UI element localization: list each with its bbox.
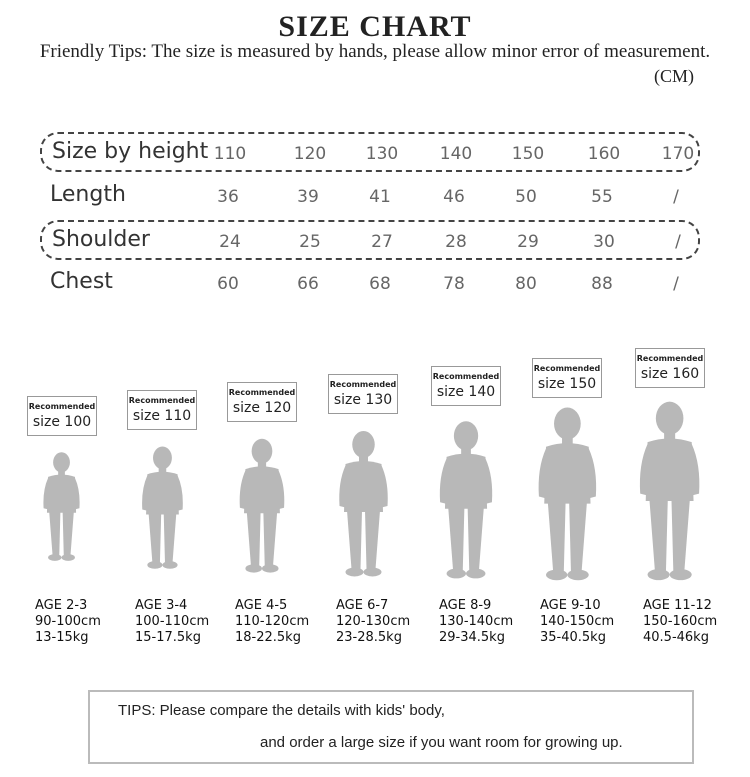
- row-label: Length: [50, 182, 126, 207]
- age-info-weight: 18-22.5kg: [235, 630, 301, 645]
- age-info-age: AGE 9-10: [540, 598, 601, 613]
- child-silhouette-icon: [38, 450, 85, 562]
- age-info: [336, 598, 410, 646]
- table-cell: 78: [443, 274, 465, 294]
- table-cell: 30: [593, 232, 615, 252]
- table-cell: 36: [217, 187, 239, 207]
- table-cell: 130: [365, 144, 399, 164]
- table-cell: 46: [443, 187, 465, 207]
- table-cell: 88: [591, 274, 613, 294]
- recommended-label: Recommended: [432, 372, 500, 381]
- table-row: [40, 132, 700, 172]
- table-cell: 50: [515, 187, 537, 207]
- table-cell: 24: [219, 232, 241, 252]
- table-cell: 39: [297, 187, 319, 207]
- tips-box: [88, 690, 694, 764]
- table-cell: 29: [517, 232, 539, 252]
- child-silhouette-icon: [136, 444, 189, 570]
- recommended-label: Recommended: [228, 388, 296, 397]
- recommended-label: Recommended: [28, 402, 96, 411]
- recommended-badge: [635, 348, 705, 388]
- table-cell: 66: [297, 274, 319, 294]
- table-cell: 80: [515, 274, 537, 294]
- recommended-badge: [127, 390, 197, 430]
- recommended-size: size 110: [132, 408, 192, 424]
- age-info-age: AGE 8-9: [439, 598, 492, 613]
- recommended-size: size 160: [640, 366, 700, 382]
- recommended-badge: [227, 382, 297, 422]
- age-info-age: AGE 3-4: [135, 598, 188, 613]
- age-info-weight: 40.5-46kg: [643, 630, 709, 645]
- recommended-label: Recommended: [128, 396, 196, 405]
- recommended-size: size 150: [537, 376, 597, 392]
- age-info-height: 140-150cm: [540, 614, 615, 629]
- table-cell: /: [673, 274, 679, 294]
- age-info-height: 120-130cm: [336, 614, 411, 629]
- unit-label: (CM): [654, 66, 694, 86]
- age-info: [235, 598, 309, 646]
- age-info: [439, 598, 513, 646]
- table-cell: /: [673, 187, 679, 207]
- table-cell: 160: [587, 144, 621, 164]
- age-info-weight: 23-28.5kg: [336, 630, 402, 645]
- recommended-badge: [328, 374, 398, 414]
- row-label: Chest: [50, 269, 113, 294]
- age-info-age: AGE 2-3: [35, 598, 88, 613]
- recommended-label: Recommended: [533, 364, 601, 373]
- table-cell: 120: [293, 144, 327, 164]
- recommended-badge: [431, 366, 501, 406]
- age-info-height: 100-110cm: [135, 614, 210, 629]
- tips-line-1: TIPS: Please compare the details with kids' body,: [118, 702, 445, 719]
- age-info-weight: 15-17.5kg: [135, 630, 201, 645]
- table-cell: 25: [299, 232, 321, 252]
- table-cell: 41: [369, 187, 391, 207]
- child-silhouette-icon: [432, 418, 500, 580]
- age-info-height: 150-160cm: [643, 614, 718, 629]
- table-cell: 170: [661, 144, 695, 164]
- child-silhouette-icon: [631, 398, 708, 582]
- age-info-age: AGE 11-12: [643, 598, 712, 613]
- table-cell: 60: [217, 274, 239, 294]
- age-info-age: AGE 6-7: [336, 598, 389, 613]
- page-title: SIZE CHART: [278, 10, 472, 43]
- recommended-size: size 130: [333, 392, 393, 408]
- table-cell: 150: [511, 144, 545, 164]
- child-silhouette-icon: [332, 428, 395, 578]
- age-info-weight: 13-15kg: [35, 630, 89, 645]
- age-info-weight: 29-34.5kg: [439, 630, 505, 645]
- table-row: [40, 220, 700, 260]
- age-info: [540, 598, 614, 646]
- age-info-height: 130-140cm: [439, 614, 514, 629]
- row-label: Size by height: [52, 139, 209, 164]
- age-info-height: 90-100cm: [35, 614, 101, 629]
- age-info-age: AGE 4-5: [235, 598, 288, 613]
- row-label: Shoulder: [52, 227, 150, 252]
- tips-line-2: and order a large size if you want room for growing up.: [260, 734, 623, 751]
- table-cell: 68: [369, 274, 391, 294]
- recommended-size: size 140: [436, 384, 496, 400]
- table-cell: 28: [445, 232, 467, 252]
- table-cell: /: [675, 232, 681, 252]
- table-cell: 140: [439, 144, 473, 164]
- age-info-weight: 35-40.5kg: [540, 630, 606, 645]
- table-cell: 27: [371, 232, 393, 252]
- age-info: [35, 598, 101, 646]
- age-info-height: 110-120cm: [235, 614, 310, 629]
- friendly-tips: Friendly Tips: The size is measured by hands, please allow minor error of measurement.: [39, 41, 711, 62]
- table-row: [40, 177, 700, 217]
- age-info: [643, 598, 717, 646]
- recommended-badge: [27, 396, 97, 436]
- table-cell: 110: [213, 144, 247, 164]
- table-cell: 55: [591, 187, 613, 207]
- recommended-label: Recommended: [636, 354, 704, 363]
- size-table: [40, 130, 700, 310]
- child-silhouette-icon: [530, 404, 605, 582]
- recommended-badge: [532, 358, 602, 398]
- recommended-size: size 120: [232, 400, 292, 416]
- recommended-size: size 100: [32, 414, 92, 430]
- child-silhouette-icon: [233, 436, 291, 574]
- table-row: [40, 264, 700, 304]
- recommended-label: Recommended: [329, 380, 397, 389]
- kids-section: [0, 340, 750, 660]
- age-info: [135, 598, 209, 646]
